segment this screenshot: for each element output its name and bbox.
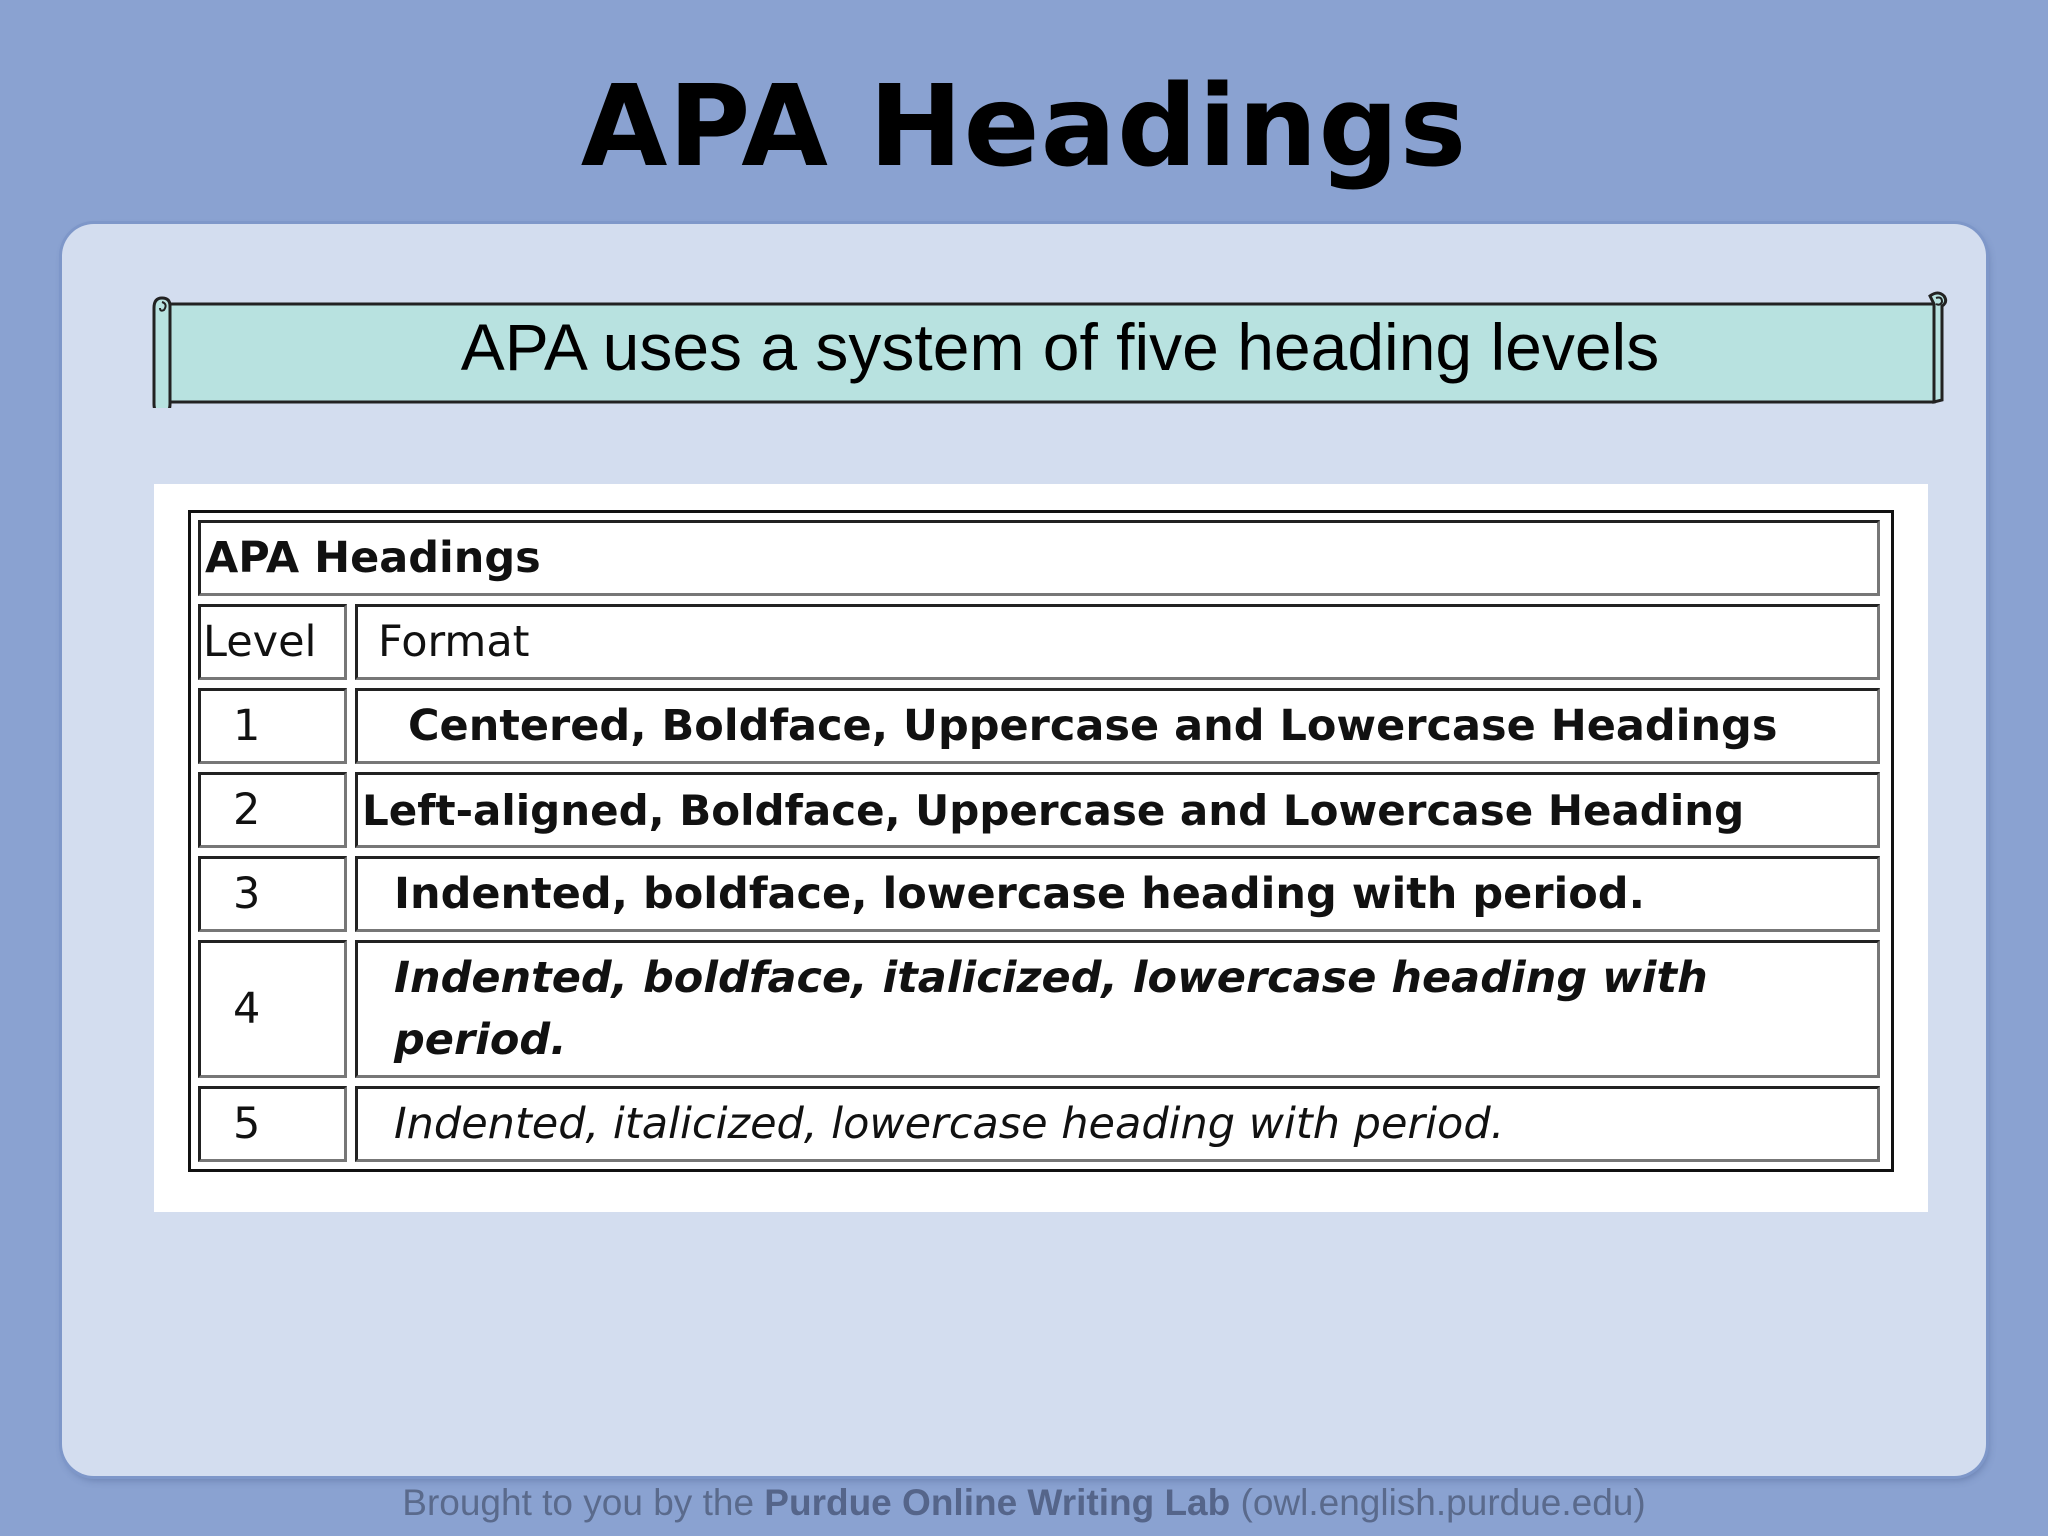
headings-table-card	[154, 484, 1928, 1212]
table-row-level: 1	[198, 688, 347, 764]
table-row-format: Indented, boldface, italicized, lowercase heading with period.	[355, 940, 1880, 1078]
table-caption: APA Headings	[198, 520, 1880, 596]
table-row-level: 4	[198, 940, 347, 1078]
footer-suffix: (owl.english.purdue.edu)	[1230, 1482, 1646, 1523]
table-row-level: 3	[198, 856, 347, 932]
table-row-format: Indented, italicized, lowercase heading with period.	[355, 1086, 1880, 1162]
table-row-level: 2	[198, 772, 347, 848]
footer-credit	[0, 1482, 2048, 1524]
table-row-format: Centered, Boldface, Uppercase and Lowercase Headings	[355, 688, 1880, 764]
table-row-format: Indented, boldface, lowercase heading with period.	[355, 856, 1880, 932]
footer-org: Purdue Online Writing Lab	[764, 1482, 1231, 1523]
headings-table	[188, 510, 1894, 1172]
slide-title: APA Headings	[580, 62, 1468, 192]
table-row-format: Left-aligned, Boldface, Uppercase and Lowercase Heading	[355, 772, 1880, 848]
scroll-banner	[152, 290, 1948, 408]
banner-text: APA uses a system of five heading levels	[460, 310, 1660, 384]
column-header-format: Format	[355, 604, 1880, 680]
footer-prefix: Brought to you by the	[402, 1482, 765, 1523]
table-row-level: 5	[198, 1086, 347, 1162]
column-header-level: Level	[198, 604, 347, 680]
